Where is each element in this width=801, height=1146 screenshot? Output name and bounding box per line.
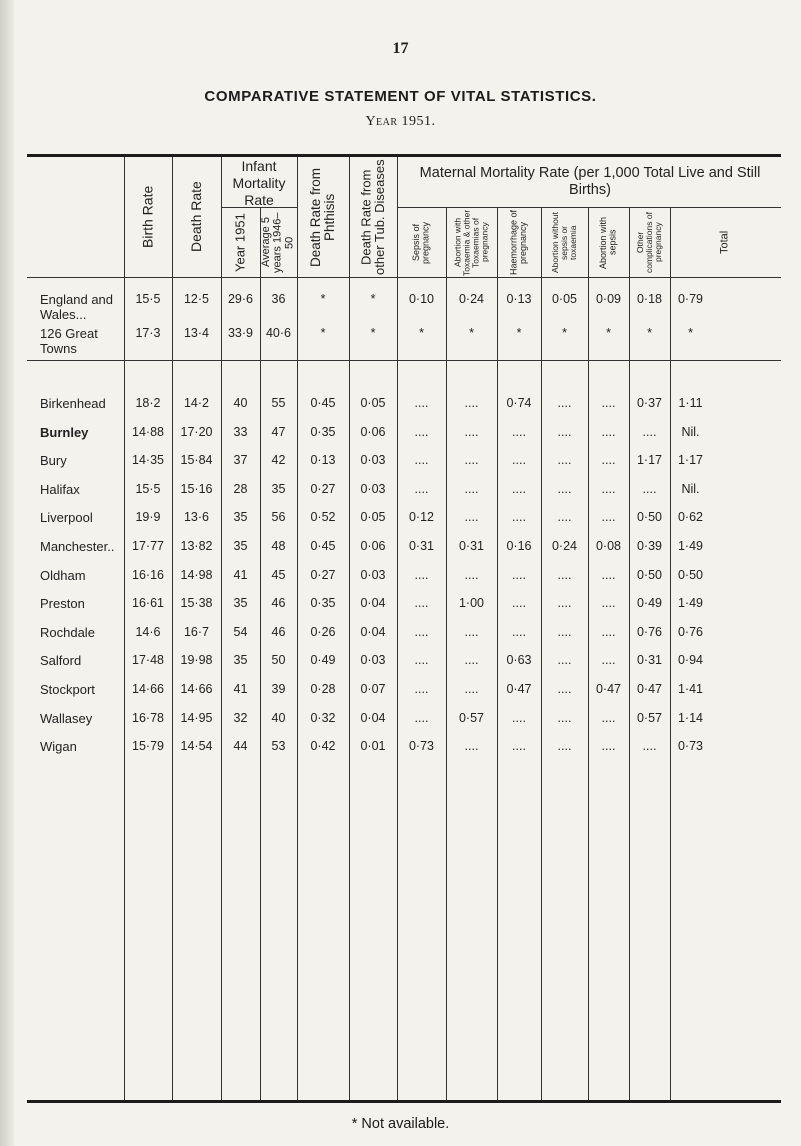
cell-sepsis: .... (414, 481, 429, 496)
cell-death-rate: 12·5 (183, 292, 210, 306)
cell-total: 0·79 (677, 292, 704, 306)
cell-other-complications: .... (642, 739, 657, 754)
cell-birth-rate: 18·2 (135, 396, 161, 410)
cell-infant-average: 35 (271, 481, 286, 496)
cell-other-complications: .... (642, 424, 657, 439)
header-sepsis: Sepsis of pregnancy (411, 221, 431, 264)
cell-sepsis: 0·12 (408, 510, 435, 525)
cell-abortion-sepsis: 0·47 (595, 682, 622, 696)
row-label: Burnley (40, 424, 89, 440)
row-label: Rochdale (40, 624, 95, 640)
cell-abortion-toxaemia: .... (464, 424, 479, 439)
cell-total: Nil. (681, 424, 700, 439)
cell-death-rate: 14·2 (183, 396, 210, 410)
cell-sepsis: .... (414, 567, 429, 582)
header-phthisis: Death Rate from Phthisis (307, 167, 337, 267)
header-infant-mortality: Infant Mortality Rate (232, 158, 286, 208)
cell-infant-1951: 32 (233, 710, 248, 725)
cell-death-rate: 16·7 (183, 624, 210, 639)
cell-phthisis: 0·32 (310, 710, 336, 725)
cell-infant-average: 45 (271, 567, 286, 582)
cell-infant-1951: 41 (233, 567, 248, 582)
cell-sepsis: .... (414, 596, 429, 611)
cell-sepsis: .... (414, 710, 429, 725)
cell-total: * (688, 326, 693, 340)
cell-haemorrhage: 0·74 (506, 396, 532, 410)
cell-other-complications: 0·39 (636, 539, 663, 553)
cell-death-rate: 13·4 (183, 326, 210, 340)
row-label: Birkenhead (40, 396, 106, 411)
cell-abortion-without: .... (557, 624, 572, 639)
cell-haemorrhage: .... (512, 424, 526, 439)
cell-infant-average: 40·6 (265, 326, 292, 340)
cell-death-rate: 14·98 (180, 567, 213, 582)
cell-total: 0·50 (677, 567, 704, 582)
cell-abortion-sepsis: * (606, 326, 611, 340)
row-label: Wigan (40, 739, 77, 755)
cell-other-tub: 0·05 (360, 396, 386, 410)
cell-sepsis: .... (414, 682, 429, 696)
cell-sepsis: .... (414, 653, 429, 668)
cell-abortion-toxaemia: .... (464, 739, 479, 754)
cell-abortion-sepsis: .... (601, 453, 616, 468)
row-label: Oldham (40, 567, 86, 583)
cell-birth-rate: 15·79 (132, 739, 164, 754)
cell-other-complications: 0·50 (636, 510, 663, 525)
cell-infant-1951: 29·6 (227, 292, 254, 306)
cell-death-rate: 14·54 (180, 739, 213, 754)
header-haemorrhage: Haemorrhage of pregnancy (508, 209, 528, 276)
cell-sepsis: .... (414, 424, 429, 439)
cell-other-complications: 0·57 (636, 710, 663, 725)
cell-birth-rate: 16·16 (132, 567, 164, 582)
cell-abortion-toxaemia: .... (464, 453, 479, 468)
row-label: Bury (40, 453, 67, 469)
cell-infant-1951: 35 (233, 539, 248, 553)
cell-haemorrhage: 0·63 (506, 653, 532, 668)
cell-other-tub: 0·05 (360, 510, 386, 525)
cell-infant-1951: 40 (233, 396, 248, 410)
row-label: 126 Great Towns (40, 326, 98, 356)
cell-sepsis: .... (414, 396, 429, 410)
row-label: Manchester.. (40, 539, 115, 554)
cell-abortion-sepsis: .... (601, 424, 616, 439)
cell-abortion-toxaemia: .... (464, 682, 479, 696)
cell-other-complications: 0·31 (636, 653, 663, 668)
cell-abortion-sepsis: .... (601, 653, 616, 668)
cell-other-complications: 0·37 (636, 396, 663, 410)
cell-other-tub: 0·01 (360, 739, 386, 754)
cell-infant-1951: 41 (233, 682, 248, 696)
cell-haemorrhage: .... (512, 739, 526, 754)
cell-abortion-toxaemia: * (469, 326, 474, 340)
cell-abortion-sepsis: .... (601, 396, 616, 410)
cell-haemorrhage: .... (512, 453, 526, 468)
cell-other-complications: 0·18 (636, 292, 663, 306)
cell-birth-rate: 17·77 (132, 539, 164, 553)
row-label: Wallasey (40, 710, 93, 726)
cell-birth-rate: 15·5 (135, 292, 161, 306)
header-bottom-rule (27, 277, 781, 278)
cell-infant-1951: 33 (233, 424, 248, 439)
cell-abortion-without: .... (557, 453, 572, 468)
cell-infant-average: 42 (271, 453, 286, 468)
cell-death-rate: 14·95 (180, 710, 213, 725)
cell-other-tub: 0·07 (360, 682, 386, 696)
cell-haemorrhage: .... (512, 710, 526, 725)
cell-death-rate: 15·84 (180, 453, 213, 468)
cell-haemorrhage: .... (512, 510, 526, 525)
cell-abortion-sepsis: .... (601, 481, 616, 496)
row-label: Halifax (40, 481, 80, 497)
header-average-5-years: Average 5 years 1946–50 (260, 212, 296, 273)
cell-total: 0·62 (677, 510, 704, 525)
header-maternal-mortality: Maternal Mortality Rate (per 1,000 Total Live and Still Births) (419, 165, 761, 198)
cell-abortion-without: * (562, 326, 567, 340)
section-divider (27, 360, 781, 361)
cell-phthisis: 0·13 (310, 453, 336, 468)
cell-infant-average: 40 (271, 710, 286, 725)
cell-other-complications: 0·47 (636, 682, 663, 696)
cell-haemorrhage: 0·47 (506, 682, 532, 696)
cell-abortion-toxaemia: .... (464, 481, 479, 496)
cell-total: 0·94 (677, 653, 704, 668)
cell-infant-1951: 28 (233, 481, 248, 496)
cell-infant-average: 46 (271, 624, 286, 639)
cell-phthisis: 0·42 (310, 739, 336, 754)
header-total: Total (718, 230, 731, 255)
cell-abortion-without: .... (557, 596, 572, 611)
cell-other-tub: 0·06 (360, 539, 386, 553)
page-subtitle: Year 1951. (365, 114, 436, 129)
row-label: Stockport (40, 682, 95, 697)
cell-birth-rate: 14·6 (135, 624, 161, 639)
cell-abortion-toxaemia: 0·24 (458, 292, 485, 306)
cell-abortion-sepsis: 0·09 (595, 292, 622, 306)
header-abortion-toxaemia: Abortion with Toxaemia & other Toxaemias of pregnancy (452, 209, 490, 276)
header-year-1951: Year 1951 (232, 213, 248, 272)
cell-infant-1951: 35 (233, 510, 248, 525)
cell-phthisis: 0·52 (310, 510, 336, 525)
cell-phthisis: 0·28 (310, 682, 336, 696)
cell-infant-average: 55 (271, 396, 286, 410)
cell-abortion-without: .... (557, 481, 572, 496)
cell-infant-average: 48 (271, 539, 286, 553)
cell-death-rate: 13·82 (180, 539, 213, 553)
cell-death-rate: 17·20 (180, 424, 213, 439)
cell-infant-average: 50 (271, 653, 286, 668)
cell-abortion-toxaemia: .... (464, 624, 479, 639)
cell-abortion-sepsis: .... (601, 624, 616, 639)
cell-sepsis: .... (414, 453, 429, 468)
cell-abortion-toxaemia: 0·31 (458, 539, 485, 553)
cell-other-tub: 0·03 (360, 567, 386, 582)
cell-infant-average: 47 (271, 424, 286, 439)
cell-infant-average: 36 (271, 292, 286, 306)
cell-abortion-without: 0·05 (551, 292, 578, 306)
cell-phthisis: * (320, 292, 326, 306)
cell-death-rate: 14·66 (180, 682, 213, 696)
page-title: COMPARATIVE STATEMENT OF VITAL STATISTICS. (204, 88, 597, 105)
cell-abortion-toxaemia: .... (464, 567, 479, 582)
header-other-tub-diseases: Death Rate from other Tub. Diseases (358, 159, 387, 275)
row-label: Preston (40, 596, 85, 612)
binding-shade (0, 0, 14, 1146)
cell-abortion-without: 0·24 (551, 539, 578, 553)
cell-abortion-without: .... (557, 710, 572, 725)
cell-infant-1951: 37 (233, 453, 248, 468)
cell-total: 1·17 (677, 453, 704, 468)
cell-abortion-without: .... (557, 653, 572, 668)
cell-birth-rate: 14·66 (132, 682, 164, 696)
cell-death-rate: 19·98 (180, 653, 213, 668)
cell-birth-rate: 15·5 (135, 481, 161, 496)
cell-other-complications: .... (642, 481, 657, 496)
cell-other-tub: 0·04 (360, 710, 386, 725)
cell-sepsis: 0·10 (408, 292, 435, 306)
cell-total: 0·76 (677, 624, 704, 639)
cell-infant-average: 39 (271, 682, 286, 696)
cell-abortion-toxaemia: .... (464, 510, 479, 525)
cell-other-tub: 0·03 (360, 653, 386, 668)
cell-total: 1·11 (678, 396, 703, 410)
cell-phthisis: 0·45 (310, 539, 336, 553)
footnote: * Not available. (351, 1116, 450, 1132)
cell-other-complications: 0·49 (636, 596, 663, 611)
cell-haemorrhage: 0·13 (506, 292, 532, 306)
cell-abortion-without: .... (557, 424, 572, 439)
cell-birth-rate: 16·78 (132, 710, 164, 725)
cell-infant-average: 56 (271, 510, 286, 525)
cell-abortion-without: .... (557, 739, 572, 754)
cell-birth-rate: 14·88 (132, 424, 164, 439)
cell-death-rate: 13·6 (183, 510, 210, 525)
cell-infant-1951: 54 (233, 624, 248, 639)
cell-abortion-sepsis: .... (601, 739, 616, 754)
cell-total: 0·73 (677, 739, 704, 754)
cell-haemorrhage: * (516, 326, 522, 340)
row-label: England and Wales... (40, 292, 114, 322)
cell-abortion-without: .... (557, 682, 572, 696)
page-number: 17 (392, 40, 409, 57)
cell-other-complications: * (647, 326, 652, 340)
cell-birth-rate: 16·61 (132, 596, 164, 611)
cell-abortion-toxaemia: .... (464, 396, 479, 410)
cell-other-tub: 0·03 (360, 481, 386, 496)
header-death-rate: Death Rate (188, 181, 205, 253)
cell-other-complications: 0·76 (636, 624, 663, 639)
cell-other-tub: 0·04 (360, 596, 386, 611)
cell-other-complications: 1·17 (636, 453, 663, 468)
cell-sepsis: 0·73 (408, 739, 435, 754)
cell-abortion-toxaemia: .... (464, 653, 479, 668)
cell-sepsis: * (419, 326, 424, 340)
cell-sepsis: .... (414, 624, 429, 639)
cell-total: 1·49 (677, 596, 704, 611)
cell-abortion-without: .... (557, 567, 572, 582)
cell-infant-1951: 35 (233, 653, 248, 668)
cell-phthisis: 0·27 (310, 567, 336, 582)
header-abortion-with-sepsis: Abortion with sepsis (598, 216, 618, 269)
cell-phthisis: * (320, 326, 326, 340)
cell-abortion-sepsis: 0·08 (595, 539, 622, 553)
cell-infant-1951: 35 (233, 596, 248, 611)
cell-total: 1·49 (677, 539, 704, 553)
cell-phthisis: 0·35 (310, 424, 336, 439)
cell-birth-rate: 14·35 (132, 453, 164, 468)
cell-abortion-sepsis: .... (601, 596, 616, 611)
cell-abortion-sepsis: .... (601, 567, 616, 582)
cell-phthisis: 0·35 (310, 596, 336, 611)
cell-infant-1951: 44 (233, 739, 248, 754)
cell-infant-average: 53 (271, 739, 286, 754)
cell-infant-average: 46 (271, 596, 286, 611)
cell-birth-rate: 17·48 (132, 653, 164, 668)
cell-haemorrhage: 0·16 (506, 539, 532, 553)
cell-sepsis: 0·31 (408, 539, 435, 553)
cell-birth-rate: 17·3 (135, 326, 161, 340)
table-bottom-rule (27, 1100, 781, 1103)
cell-abortion-toxaemia: 0·57 (458, 710, 485, 725)
cell-abortion-toxaemia: 1·00 (458, 596, 485, 611)
cell-phthisis: 0·27 (310, 481, 336, 496)
cell-death-rate: 15·16 (180, 481, 213, 496)
header-other-complications: Other complications of pregnancy (635, 212, 663, 273)
cell-abortion-without: .... (557, 396, 572, 410)
cell-other-tub: 0·06 (360, 424, 386, 439)
cell-haemorrhage: .... (512, 596, 526, 611)
cell-death-rate: 15·38 (180, 596, 213, 611)
cell-other-tub: 0·03 (360, 453, 386, 468)
cell-other-tub: 0·04 (360, 624, 386, 639)
cell-total: 1·14 (677, 710, 704, 725)
cell-total: Nil. (681, 481, 700, 496)
cell-haemorrhage: .... (512, 624, 526, 639)
cell-total: 1·41 (677, 682, 704, 696)
cell-abortion-sepsis: .... (601, 710, 616, 725)
cell-haemorrhage: .... (512, 481, 526, 496)
cell-abortion-without: .... (557, 510, 572, 525)
row-label: Liverpool (40, 510, 93, 526)
cell-other-tub: * (370, 326, 376, 340)
cell-abortion-sepsis: .... (601, 510, 616, 525)
cell-infant-1951: 33·9 (227, 326, 254, 340)
cell-phthisis: 0·49 (310, 653, 336, 668)
header-abortion-without-sepsis: Abortion without sepsis or toxaemia (550, 212, 578, 273)
cell-other-complications: 0·50 (636, 567, 663, 582)
cell-other-tub: * (370, 292, 376, 306)
cell-haemorrhage: .... (512, 567, 526, 582)
header-birth-rate: Birth Rate (139, 185, 156, 249)
cell-phthisis: 0·26 (310, 624, 336, 639)
row-label: Salford (40, 653, 82, 669)
cell-birth-rate: 19·9 (135, 510, 161, 525)
cell-phthisis: 0·45 (310, 396, 336, 410)
